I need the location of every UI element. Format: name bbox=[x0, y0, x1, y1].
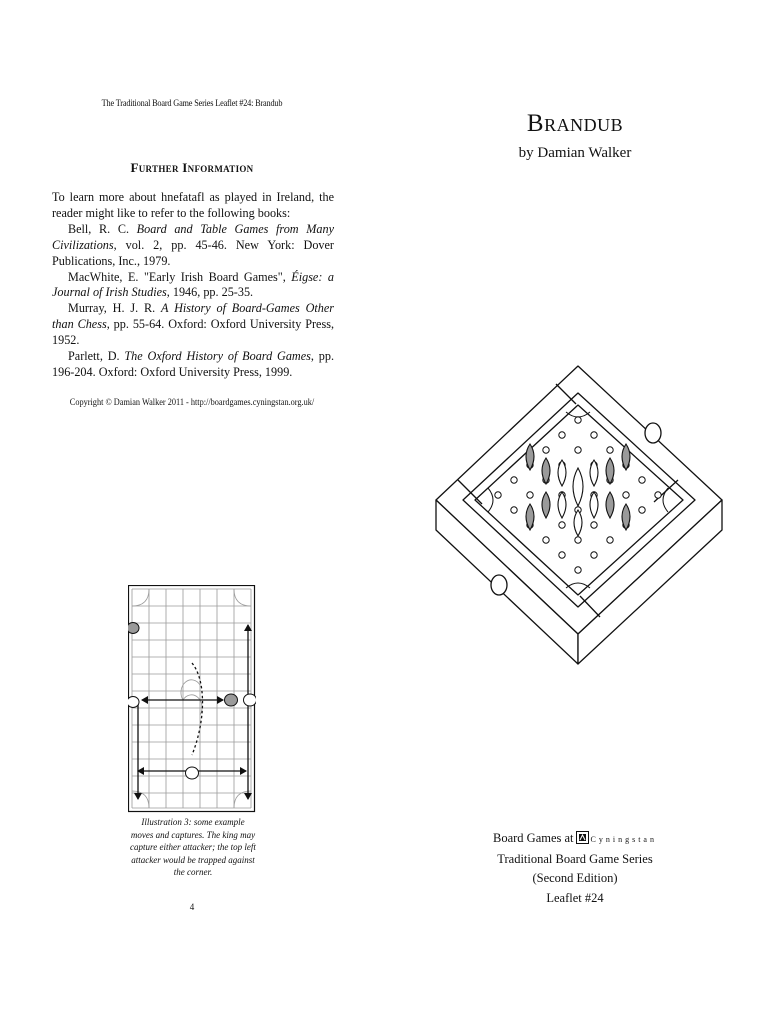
attacker-piece bbox=[128, 623, 139, 634]
imprint-brand: Cyningstan bbox=[590, 835, 657, 844]
section-heading: Further Information bbox=[130, 160, 254, 175]
cyningstan-logo-icon bbox=[576, 831, 589, 844]
reference-item: Bell, R. C. Board and Table Games from Many Civilizations, vol. 2, pp. 45-46. New York: Dover Publications, Inc., 1979. bbox=[52, 221, 334, 268]
defender-piece bbox=[128, 697, 139, 708]
spare-piece bbox=[645, 423, 661, 443]
page-number: 4 bbox=[189, 902, 195, 912]
intro-paragraph: To learn more about hnefatafl as played in Ireland, the reader might like to refer to the following books: bbox=[52, 190, 334, 220]
illustration-caption: Illustration 3: some example moves and captures. The king may capture either attacker; the top left attacker would be trapped against the corner. bbox=[130, 817, 256, 877]
series-header: The Traditional Board Game Series Leaflet #24: Brandub bbox=[101, 98, 283, 108]
spare-piece bbox=[491, 575, 507, 595]
copyright-line: Copyright © Damian Walker 2011 - http://boardgames.cyningstan.org.uk/ bbox=[69, 397, 315, 407]
leaflet-line: Leaflet #24 bbox=[546, 890, 604, 905]
series-line: Traditional Board Game Series bbox=[497, 851, 653, 866]
imprint-line: Board Games at Cyningstan bbox=[493, 831, 657, 845]
brandub-board-illustration bbox=[430, 360, 730, 670]
attacker-piece bbox=[225, 694, 238, 706]
edition-line: (Second Edition) bbox=[532, 871, 618, 885]
reference-item: MacWhite, E. "Early Irish Board Games", Éigse: a Journal of Irish Studies, 1946, pp. 25-35. bbox=[52, 269, 334, 300]
further-information-body bbox=[52, 190, 334, 381]
reference-item: Parlett, D. The Oxford History of Board Games, pp. 196-204. Oxford: Oxford University Press, 1999. bbox=[52, 349, 335, 379]
reference-item: Murray, H. J. R. A History of Board-Games Other than Chess, pp. 55-64. Oxford: Oxford University Press, 1952. bbox=[52, 301, 334, 348]
moves-captures-diagram bbox=[128, 585, 256, 813]
imprint-block bbox=[470, 829, 680, 908]
king-piece bbox=[186, 767, 199, 779]
page-title: Brandub bbox=[526, 110, 624, 137]
defender-piece bbox=[244, 694, 257, 706]
author-byline: by Damian Walker bbox=[518, 145, 632, 161]
